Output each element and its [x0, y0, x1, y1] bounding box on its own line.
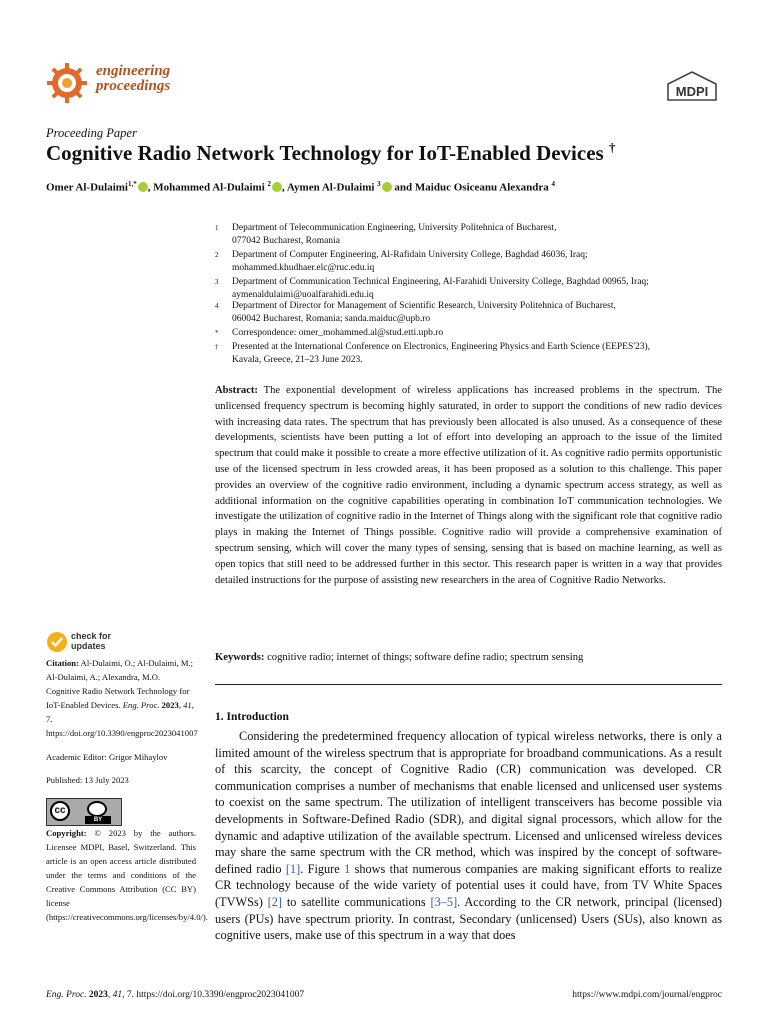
- citation-year: 2023: [161, 700, 179, 710]
- author-separator: ,: [282, 181, 287, 194]
- check-for-updates-icon: [46, 631, 68, 653]
- affiliation-number: 3: [215, 278, 219, 286]
- footer-doi-link[interactable]: , 7. https://doi.org/10.3390/engproc2023041007: [122, 990, 305, 1000]
- footer-volume: 41: [112, 990, 123, 1000]
- affiliation-3: [215, 276, 735, 301]
- paper-type: Proceeding Paper: [46, 126, 137, 140]
- affiliation-1: [215, 222, 735, 247]
- section-heading: 1. Introduction: [215, 711, 289, 723]
- affiliation-number: *: [215, 329, 219, 337]
- reference-link[interactable]: [1]: [285, 861, 301, 876]
- author-sup: 4: [551, 180, 556, 188]
- attribution-icon: [87, 801, 107, 817]
- check-line: updates: [71, 641, 106, 651]
- affiliation-4: [215, 300, 735, 325]
- reference-link[interactable]: [2]: [267, 894, 283, 909]
- journal-name-line1: engineering: [96, 63, 171, 79]
- citation-journal: Eng. Proc.: [122, 700, 160, 710]
- affiliation-line: 060042 Bucharest, Romania; sanda.maiduc@upb.ro: [232, 313, 431, 324]
- body-text: to satellite communications: [282, 894, 431, 909]
- author-sup: 3: [377, 180, 381, 188]
- affiliation-line: Department of Telecommunication Engineering, University Politehnica of Bucharest,: [232, 223, 557, 233]
- affiliation-number: 1: [215, 224, 219, 232]
- journal-name: [96, 64, 170, 94]
- academic-editor: Academic Editor: Grigor Mihaylov: [46, 752, 168, 762]
- abstract-text: The exponential development of wireless applications has increased problems in the spectrum. The unlicensed frequency spectrum is becoming highly saturated, in order to support the conditions of new radio devices with increasing data rates. The spectrum that has previously been allocated is also unused. As a consequence of these developments, scientists have been putting a lot of effort into developing an approach to the issue of the limited spectrum that could make it possible to create a more effective utilization of it. As cognitive radio permits opportunistic use of the licensed spectrum in less crowded areas, it has been proposed as a solution to this challenge. This paper provides an overview of the cognitive radio environment, including a dynamic spectrum access strategy, as well as additional information on the cognitive capabilities operating in combination IoT communication technologies. We investigate the utilization of cognitive radio in the Internet of Things along with the significant role that cognitive radio plays in making the Internet of Things possible. Cognitive radio will provide a comprehensive examination of spectrum sensing, which will cover the many types of sensing, sensing that is based on machine learning, as well as open topics that still need to be addressed further in this sector. This research paper is written in a way that provides detailed instructions for the purpose of assisting new researchers in the area of Cognitive Radio Networks.: [215, 385, 722, 586]
- correspondence: [215, 327, 735, 340]
- affiliation-line: Presented at the International Conference on Electronics, Engineering Physics and Earth Science (EEPES'23),: [232, 342, 650, 352]
- mdpi-logo-icon: [664, 70, 720, 102]
- affiliation-number: 2: [215, 251, 219, 259]
- footer-journal-url[interactable]: https://www.mdpi.com/journal/engproc: [572, 990, 722, 1000]
- affiliation-number: 4: [215, 302, 219, 310]
- orcid-icon[interactable]: [272, 182, 282, 192]
- copyright-block: [46, 826, 208, 924]
- affiliation-line: 077042 Bucharest, Romania: [232, 235, 340, 246]
- author-name: Maiduc Osiceanu Alexandra: [414, 181, 549, 194]
- cc-by-label: BY: [85, 816, 111, 824]
- affiliation-email[interactable]: aymenaldulaimi@uoalfarahidi.edu.iq: [232, 289, 374, 300]
- footer-year: 2023: [88, 990, 108, 1000]
- citation-block: Citation: Al-Dulaimi, O.; Al-Dulaimi, M.; Al-Dulaimi, A.; Alexandra, M.O. Cognitive Radio Network Technology for IoT-Enabled Devices. Eng. Proc. 2023, 41, 7. https://doi.org/10.3390/engproc2023041007: [46, 658, 198, 738]
- engineering-proceedings-logo-icon: [46, 62, 88, 104]
- journal-name-line2: proceedings: [96, 78, 171, 94]
- keywords: [215, 652, 722, 663]
- author-name: Mohammed Al-Dulaimi: [153, 181, 265, 194]
- introduction-body: [215, 728, 722, 944]
- citation-volume: 41: [183, 700, 192, 710]
- copyright-label: Copyright:: [46, 828, 87, 838]
- figure-link[interactable]: 1: [344, 861, 351, 876]
- check-for-updates-badge[interactable]: [46, 629, 126, 655]
- body-text: . According to the CR network, principal (licensed) users (PUs) have spectrum priority. In contrast, Secondary (unlicensed) Users (SUs), also known as cognitive users, make use of this spectrum in a way that does: [215, 894, 722, 943]
- title-footnote-mark[interactable]: †: [608, 140, 616, 155]
- affiliation-line: Department of Communication Technical Engineering, Al-Farahidi University College, Baghdad 00965, Iraq;: [232, 277, 649, 287]
- author-separator: and: [391, 181, 415, 194]
- mdpi-logo-text: MDPI: [675, 84, 709, 99]
- affiliation-email[interactable]: mohammed.khudhaer.elc@ruc.edu.iq: [232, 262, 375, 273]
- author-list: [46, 180, 555, 194]
- body-text: Considering the predetermined frequency allocation of typical wireless networks, there is only a limited amount of the wireless spectrum that is appropriate for broadband communications. As a result of this scarcity, the concept of Cognitive Radio (CR) communication was developed. CR communication comprises a number of mechanisms that enable licensed and unlicensed user systems to coexist on the same spectrum. The utilization of intelligent transceivers has become possible via developments in Software-Defined Radio (SDR), and digital signal processors, which allow for the dynamic and adaptive utilization of the available spectrum. Licensed and unlicensed wireless devices may share the same spectrum with the CR method, which was inspired by the concept of software-defined radio: [215, 729, 722, 876]
- check-line: check for: [71, 631, 112, 641]
- affiliation-line: Department of Computer Engineering, Al-Rafidain University College, Baghdad 46036, Iraq;: [232, 250, 588, 260]
- author-name: Aymen Al-Dulaimi: [286, 181, 375, 194]
- paper-title: [46, 140, 615, 166]
- orcid-icon[interactable]: [138, 182, 148, 192]
- correspondence-email[interactable]: Correspondence: omer_mohammed.al@stud.etti.upb.ro: [232, 328, 444, 338]
- body-text: shows that numerous companies are making significant efforts to realize CR technology because of the wide variety of potential uses it could have, from TV White Spaces (TVWSs): [215, 861, 723, 909]
- author-name: Omer Al-Dulaimi: [46, 181, 128, 194]
- affiliation-line: Department of Director for Management of Scientific Research, University Politehnica of Bucharest,: [232, 301, 616, 311]
- keywords-label: Keywords:: [215, 652, 265, 663]
- cc-icon: cc: [50, 801, 70, 821]
- cc-by-license-badge[interactable]: [46, 798, 122, 826]
- published-date: Published: 13 July 2023: [46, 775, 129, 785]
- abstract-label: Abstract:: [215, 385, 258, 396]
- affiliation-number: †: [215, 343, 219, 351]
- footer-journal: Eng. Proc.: [46, 990, 87, 1000]
- copyright-text: © 2023 by the authors. Licensee MDPI, Basel, Switzerland. This article is an open access article distributed under the terms and conditions of the Creative Commons Attribution (CC BY) license (https://creativecommons.org/licenses/by/4.0/).: [46, 828, 208, 922]
- author-separator: ,: [147, 181, 154, 194]
- abstract: [215, 383, 722, 588]
- keywords-text: cognitive radio; internet of things; software define radio; spectrum sensing: [267, 652, 584, 663]
- footer-citation: Eng. Proc. 2023, 41, 7. https://doi.org/10.3390/engproc2023041007: [46, 990, 305, 1000]
- citation-text: Al-Dulaimi, O.; Al-Dulaimi, M.; Al-Dulaimi, A.; Alexandra, M.O. Cognitive Radio Network Technology for IoT-Enabled Devices.: [46, 658, 194, 710]
- body-text: . Figure: [300, 861, 345, 876]
- affiliation-2: [215, 249, 735, 274]
- author-sup: 1,*: [127, 180, 137, 188]
- conference-note: [215, 341, 735, 366]
- section-divider: [215, 684, 722, 685]
- title-text: Cognitive Radio Network Technology for IoT-Enabled Devices: [46, 141, 604, 165]
- citation-doi[interactable]: , 7. https://doi.org/10.3390/engproc2023041007: [46, 700, 198, 738]
- affiliation-line: Kavala, Greece, 21–23 June 2023.: [232, 354, 363, 365]
- citation-label: Citation:: [46, 658, 79, 668]
- orcid-icon[interactable]: [382, 182, 392, 192]
- author-sup: 2: [267, 180, 272, 188]
- reference-link[interactable]: [3–5]: [430, 894, 458, 909]
